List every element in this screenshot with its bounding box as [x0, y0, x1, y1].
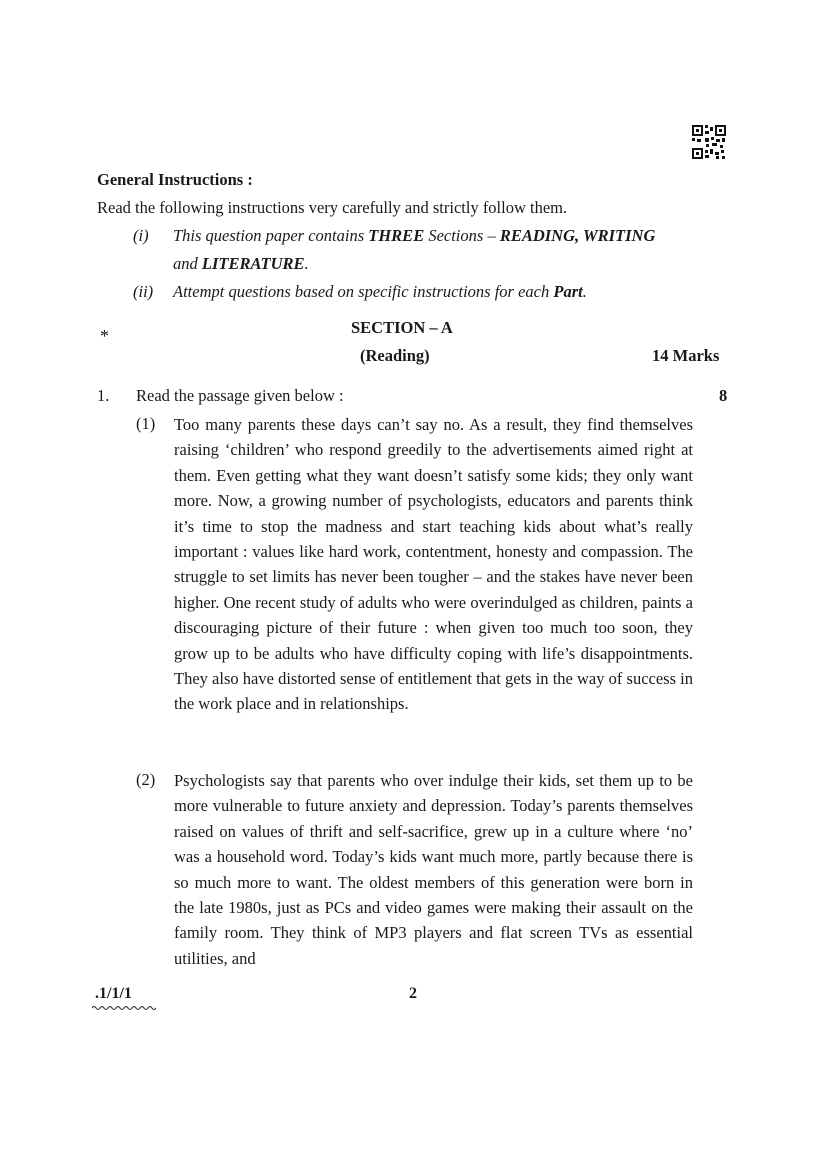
question-number: 1. — [97, 386, 110, 405]
wavy-underline — [92, 1004, 156, 1012]
section-title: SECTION – A — [351, 318, 453, 337]
general-instructions-title: General Instructions : — [97, 170, 253, 189]
section-marker: * — [100, 326, 109, 346]
section-subtitle: (Reading) — [360, 346, 430, 365]
instruction-number: (i) — [133, 226, 149, 245]
instruction-text: This question paper contains THREE Sections – READING, WRITING and LITERATURE. — [173, 226, 656, 273]
passage-paragraph: Psychologists say that parents who over indulge their kids, set them up to be more vulnerable to future anxiety and depression. Today’s parents themselves raised on values of thrift and self-sacrifice, grew up in a culture where ‘no’ was a household word. Today’s kids want much more, partly because there is so much more to want. The oldest members of this generation were born in the late 1980s, just as PCs and video games were making their assault on the family room. They think of MP3 players and flat screen TVs as essential utilities, and — [174, 771, 693, 968]
paragraph-number: (2) — [136, 770, 156, 789]
section-marks: 14 Marks — [652, 346, 720, 365]
general-instructions-intro: Read the following instructions very carefully and strictly follow them. — [97, 198, 568, 217]
passage-paragraph: Too many parents these days can’t say no. As a result, they find themselves raising ‘children’ who respond greedily to the advertisements aimed right at them. Even getting what they want doesn’t satisfy some kids; they only want more. Now, a growing number of psychologists, educators and parents think it’s time to stop the madness and start teaching kids about what’s really important : values like hard work, contentment, honesty and compassion. The struggle to set limits has never been tougher – and the stakes have never been higher. One recent study of adults who were overindulged as children, paints a discouraging picture of their future : when given too much too soon, they grow up to be adults who have difficulty coping with life’s disappointments. They also have distorted sense of entitlement that gets in the way of success in the work place and in relationships. — [174, 415, 693, 714]
question-marks: 8 — [719, 386, 728, 405]
instruction-number: (ii) — [133, 282, 154, 301]
instruction-text: Attempt questions based on specific instructions for each Part. — [173, 282, 587, 301]
qr-code-icon — [692, 125, 726, 159]
page-number: 2 — [409, 985, 417, 1002]
question-prompt: Read the passage given below : — [136, 386, 344, 405]
paragraph-number: (1) — [136, 414, 156, 433]
paper-code: .1/1/1 — [95, 985, 132, 1002]
